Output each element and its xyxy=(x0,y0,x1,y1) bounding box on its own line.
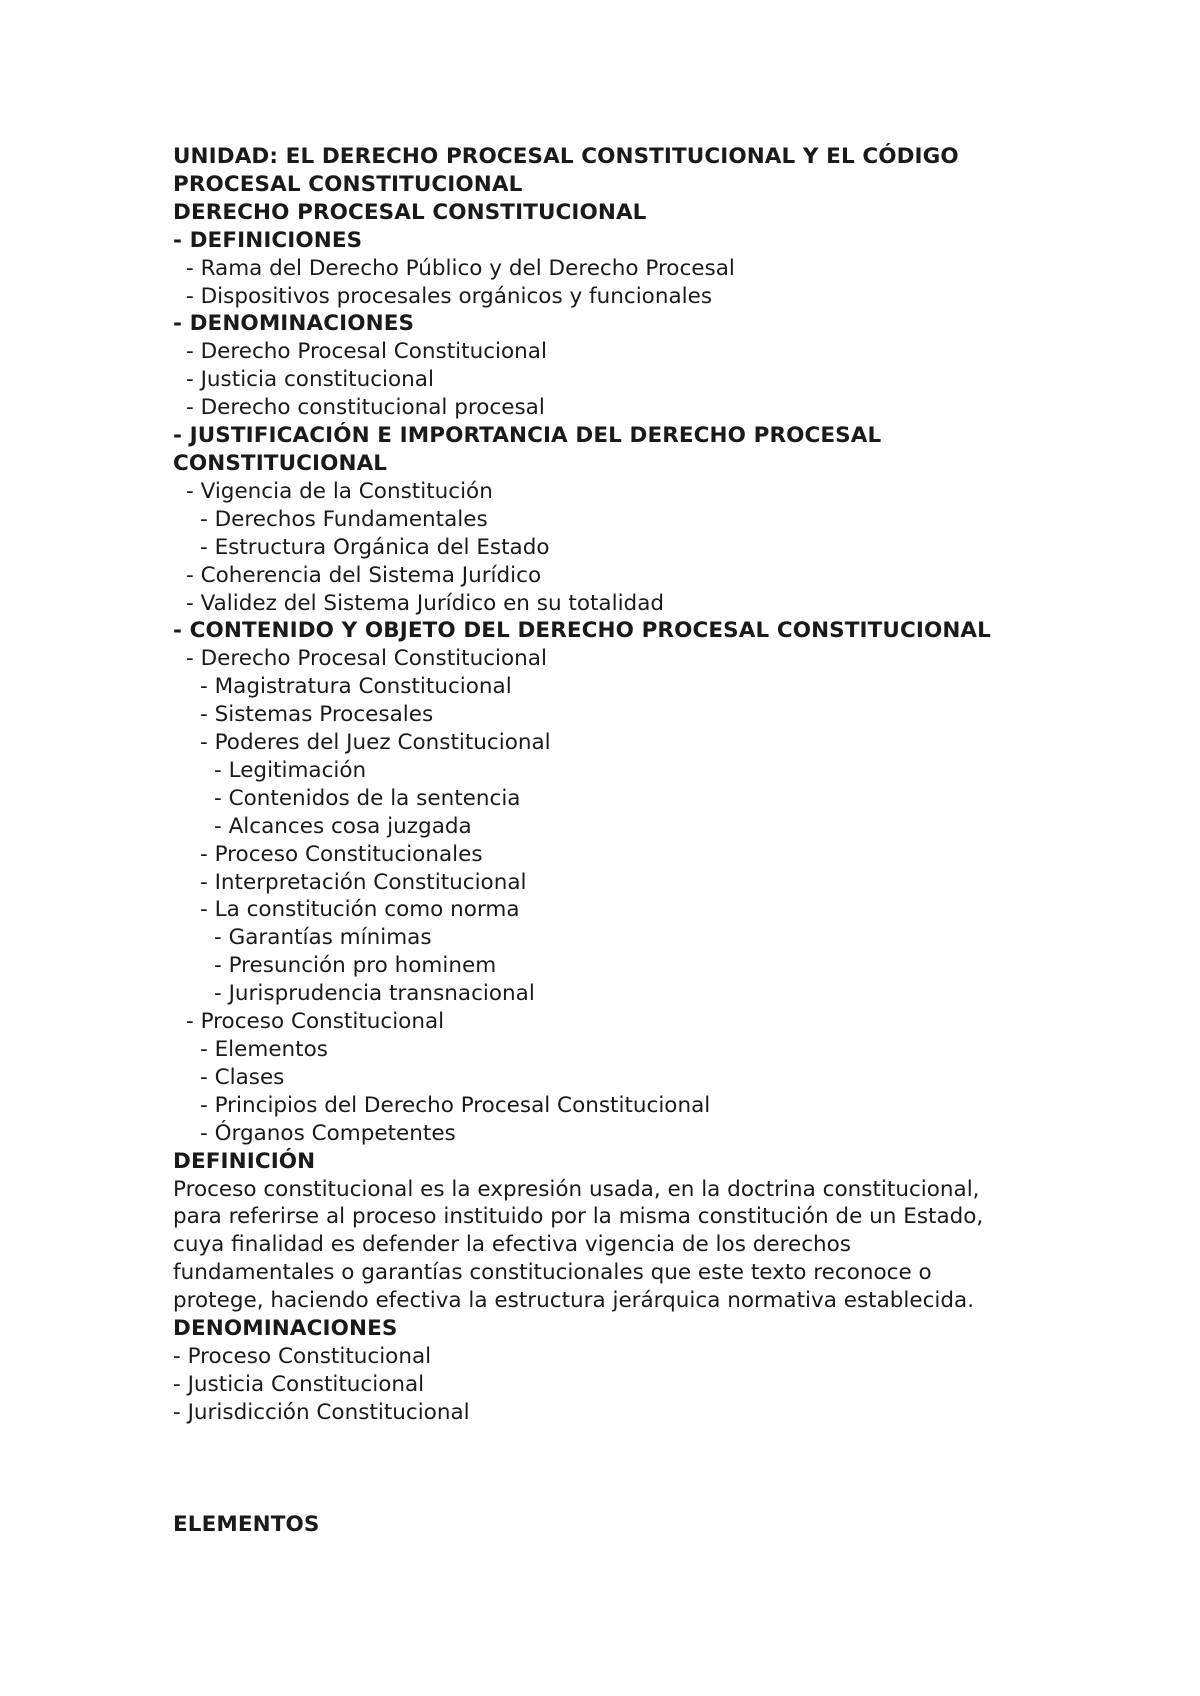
list-item: - Clases xyxy=(200,1064,285,1090)
list-item: - Proceso Constitucional xyxy=(173,1343,432,1369)
list-item: - Derechos Fundamentales xyxy=(200,506,488,532)
list-item: - Órganos Competentes xyxy=(200,1120,456,1146)
elementos-heading: ELEMENTOS xyxy=(173,1511,320,1537)
denominaciones-heading: - DENOMINACIONES xyxy=(173,311,415,337)
list-item: - Poderes del Juez Constitucional xyxy=(200,730,551,756)
section-title: DERECHO PROCESAL CONSTITUCIONAL xyxy=(173,199,647,225)
list-item: - Derecho Procesal Constitucional xyxy=(186,646,547,672)
justificacion-heading-line2: CONSTITUCIONAL xyxy=(173,450,388,476)
paragraph-line: fundamentales o garantías constitucionales que este texto reconoce o xyxy=(173,1260,932,1286)
list-item: - Proceso Constitucional xyxy=(186,1009,445,1035)
list-item: - Coherencia del Sistema Jurídico xyxy=(186,562,542,588)
list-item: - Derecho constitucional procesal xyxy=(186,395,545,421)
definiciones-heading: - DEFINICIONES xyxy=(173,227,363,253)
list-item: - Interpretación Constitucional xyxy=(200,869,527,895)
unit-title-line2: PROCESAL CONSTITUCIONAL xyxy=(173,171,523,197)
denominaciones2-heading: DENOMINACIONES xyxy=(173,1316,398,1342)
justificacion-heading-line1: - JUSTIFICACIÓN E IMPORTANCIA DEL DERECHO PROCESAL xyxy=(173,423,882,449)
list-item: - Principios del Derecho Procesal Constitucional xyxy=(200,1092,711,1118)
list-item: - Jurisprudencia transnacional xyxy=(214,981,535,1007)
definicion-heading: DEFINICIÓN xyxy=(173,1148,316,1174)
list-item: - Contenidos de la sentencia xyxy=(214,785,521,811)
paragraph-line: para referirse al proceso instituido por la misma constitución de un Estado, xyxy=(173,1204,984,1230)
list-item: - Dispositivos procesales orgánicos y funcionales xyxy=(186,283,713,309)
list-item: - La constitución como norma xyxy=(200,897,520,923)
list-item: - Jurisdicción Constitucional xyxy=(173,1399,470,1425)
list-item: - Derecho Procesal Constitucional xyxy=(186,339,547,365)
spacer xyxy=(173,1427,1050,1511)
list-item: - Sistemas Procesales xyxy=(200,702,434,728)
list-item: - Justicia constitucional xyxy=(186,367,434,393)
paragraph-line: protege, haciendo efectiva la estructura jerárquica normativa establecida. xyxy=(173,1288,975,1314)
list-item: - Magistratura Constitucional xyxy=(200,674,512,700)
paragraph-line: cuya finalidad es defender la efectiva vigencia de los derechos xyxy=(173,1232,851,1258)
list-item: - Rama del Derecho Público y del Derecho Procesal xyxy=(186,255,735,281)
list-item: - Legitimación xyxy=(214,757,367,783)
list-item: - Vigencia de la Constitución xyxy=(186,478,493,504)
contenido-heading: - CONTENIDO Y OBJETO DEL DERECHO PROCESAL CONSTITUCIONAL xyxy=(173,618,991,644)
list-item: - Alcances cosa juzgada xyxy=(214,813,472,839)
list-item: - Presunción pro hominem xyxy=(214,953,497,979)
list-item: - Validez del Sistema Jurídico en su totalidad xyxy=(186,590,665,616)
list-item: - Estructura Orgánica del Estado xyxy=(200,534,550,560)
unit-title-line1: UNIDAD: EL DERECHO PROCESAL CONSTITUCIONAL Y EL CÓDIGO xyxy=(173,144,959,169)
paragraph-line: Proceso constitucional es la expresión usada, en la doctrina constitucional, xyxy=(173,1176,980,1202)
list-item: - Garantías mínimas xyxy=(214,925,432,951)
list-item: - Proceso Constitucionales xyxy=(200,841,483,867)
list-item: - Justicia Constitucional xyxy=(173,1371,425,1397)
list-item: - Elementos xyxy=(200,1037,328,1062)
